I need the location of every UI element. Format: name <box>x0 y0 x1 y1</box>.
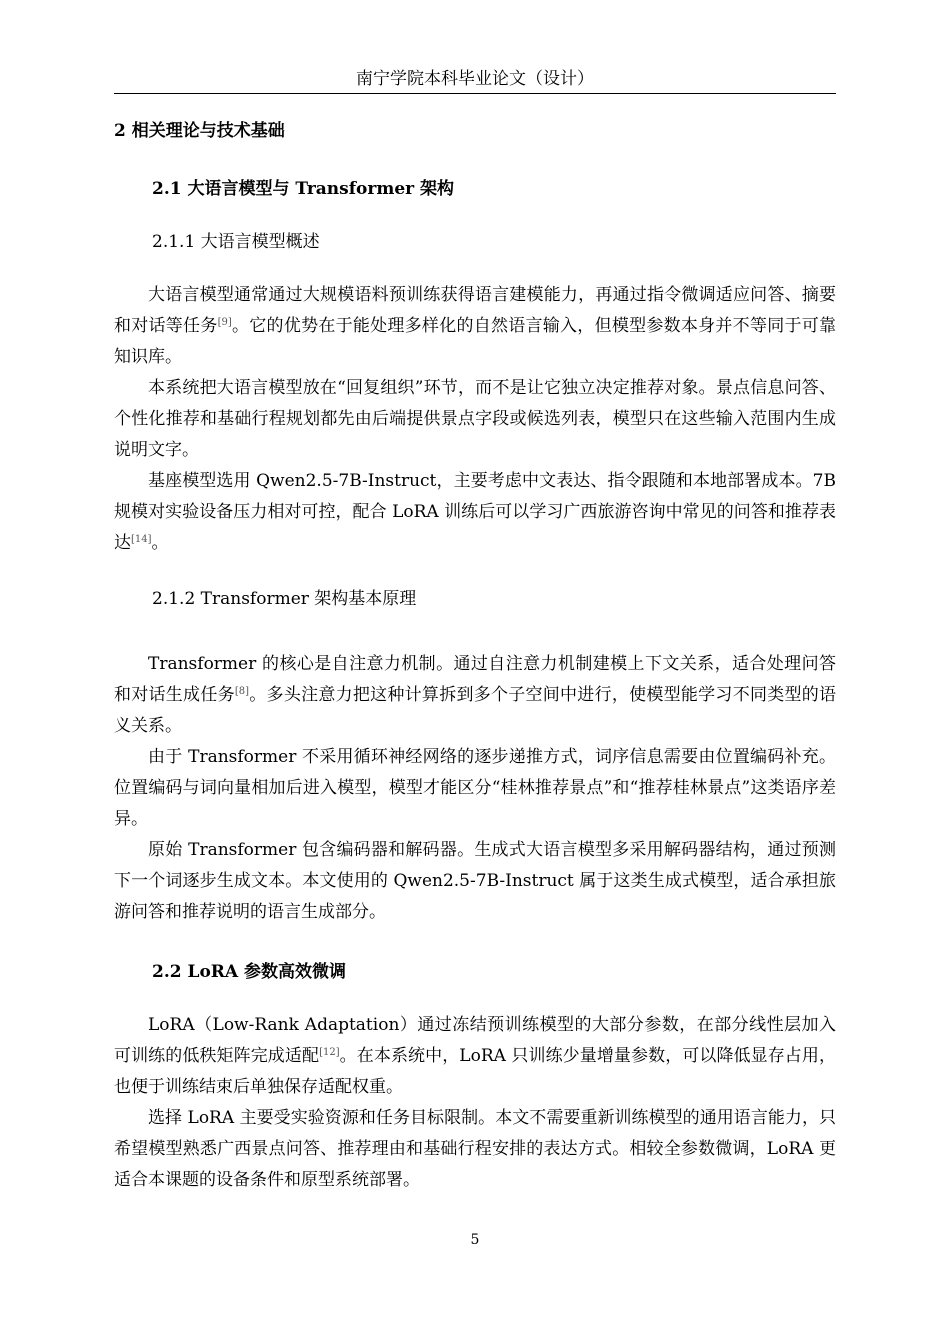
subsection-heading-2-1-2: 2.1.2 Transformer 架构基本原理 <box>152 589 417 609</box>
section-2-1-1-body <box>114 280 836 559</box>
chapter-heading: 2 相关理论与技术基础 <box>114 121 285 141</box>
page-number: 5 <box>470 1232 480 1248</box>
paragraph-decoder-structure: 原始 Transformer 包含编码器和解码器。生成式大语言模型多采用解码器结构，通过预测下一个词逐步生成文本。本文使用的 Qwen2.5-7B-Instruct 属于这类生成式模型，适合承担旅游问答和推荐说明的语言生成部分。 <box>114 840 836 922</box>
section-heading-2-1: 2.1 大语言模型与 Transformer 架构 <box>152 179 455 199</box>
citation-ref: [9] <box>217 317 232 328</box>
paragraph-positional-encoding: 由于 Transformer 不采用循环神经网络的逐步递推方式，词序信息需要由位置编码补充。位置编码与词向量相加后进入模型，模型才能区分“桂林推荐景点”和“推荐桂林景点”这类语序差异。 <box>114 747 836 829</box>
citation-ref: [12] <box>319 1047 340 1058</box>
section-heading-2-2: 2.2 LoRA 参数高效微调 <box>152 962 347 982</box>
citation-ref: [8] <box>234 686 250 697</box>
paragraph-system-role: 本系统把大语言模型放在“回复组织”环节，而不是让它独立决定推荐对象。景点信息问答、个性化推荐和基础行程规划都先由后端提供景点字段或候选列表，模型只在这些输入范围内生成说明文字。 <box>114 378 836 460</box>
subsection-heading-2-1-1: 2.1.1 大语言模型概述 <box>152 232 320 252</box>
paragraph-base-model: 基座模型选用 Qwen2.5-7B-Instruct，主要考虑中文表达、指令跟随和本地部署成本。7B 规模对实验设备压力相对可控，配合 LoRA 训练后可以学习广西旅游咨询中常见的问答和推荐表达[14]。 <box>114 471 836 553</box>
section-2-2-body <box>114 1010 836 1196</box>
citation-ref: [14] <box>131 534 152 545</box>
paragraph-self-attention: Transformer 的核心是自注意力机制。通过自注意力机制建模上下文关系，适合处理问答和对话生成任务[8]。多头注意力把这种计算拆到多个子空间中进行，使模型能学习不同类型的语义关系。 <box>114 654 837 736</box>
section-2-1-2-body <box>114 649 836 928</box>
page-header: 南宁学院本科毕业论文（设计） <box>114 68 836 94</box>
paragraph-lora-choice: 选择 LoRA 主要受实验资源和任务目标限制。本文不需要重新训练模型的通用语言能力，只希望模型熟悉广西景点问答、推荐理由和基础行程安排的表达方式。相较全参数微调，LoRA 更适合本课题的设备条件和原型系统部署。 <box>114 1108 836 1190</box>
paragraph-llm-overview: 大语言模型通常通过大规模语料预训练获得语言建模能力，再通过指令微调适应问答、摘要和对话等任务[9]。它的优势在于能处理多样化的自然语言输入，但模型参数本身并不等同于可靠知识库。 <box>114 285 837 367</box>
paragraph-lora-intro: LoRA（Low-Rank Adaptation）通过冻结预训练模型的大部分参数，在部分线性层加入可训练的低秩矩阵完成适配[12]。在本系统中，LoRA 只训练少量增量参数，可以降低显存占用，也便于训练结束后单独保存适配权重。 <box>114 1015 836 1097</box>
